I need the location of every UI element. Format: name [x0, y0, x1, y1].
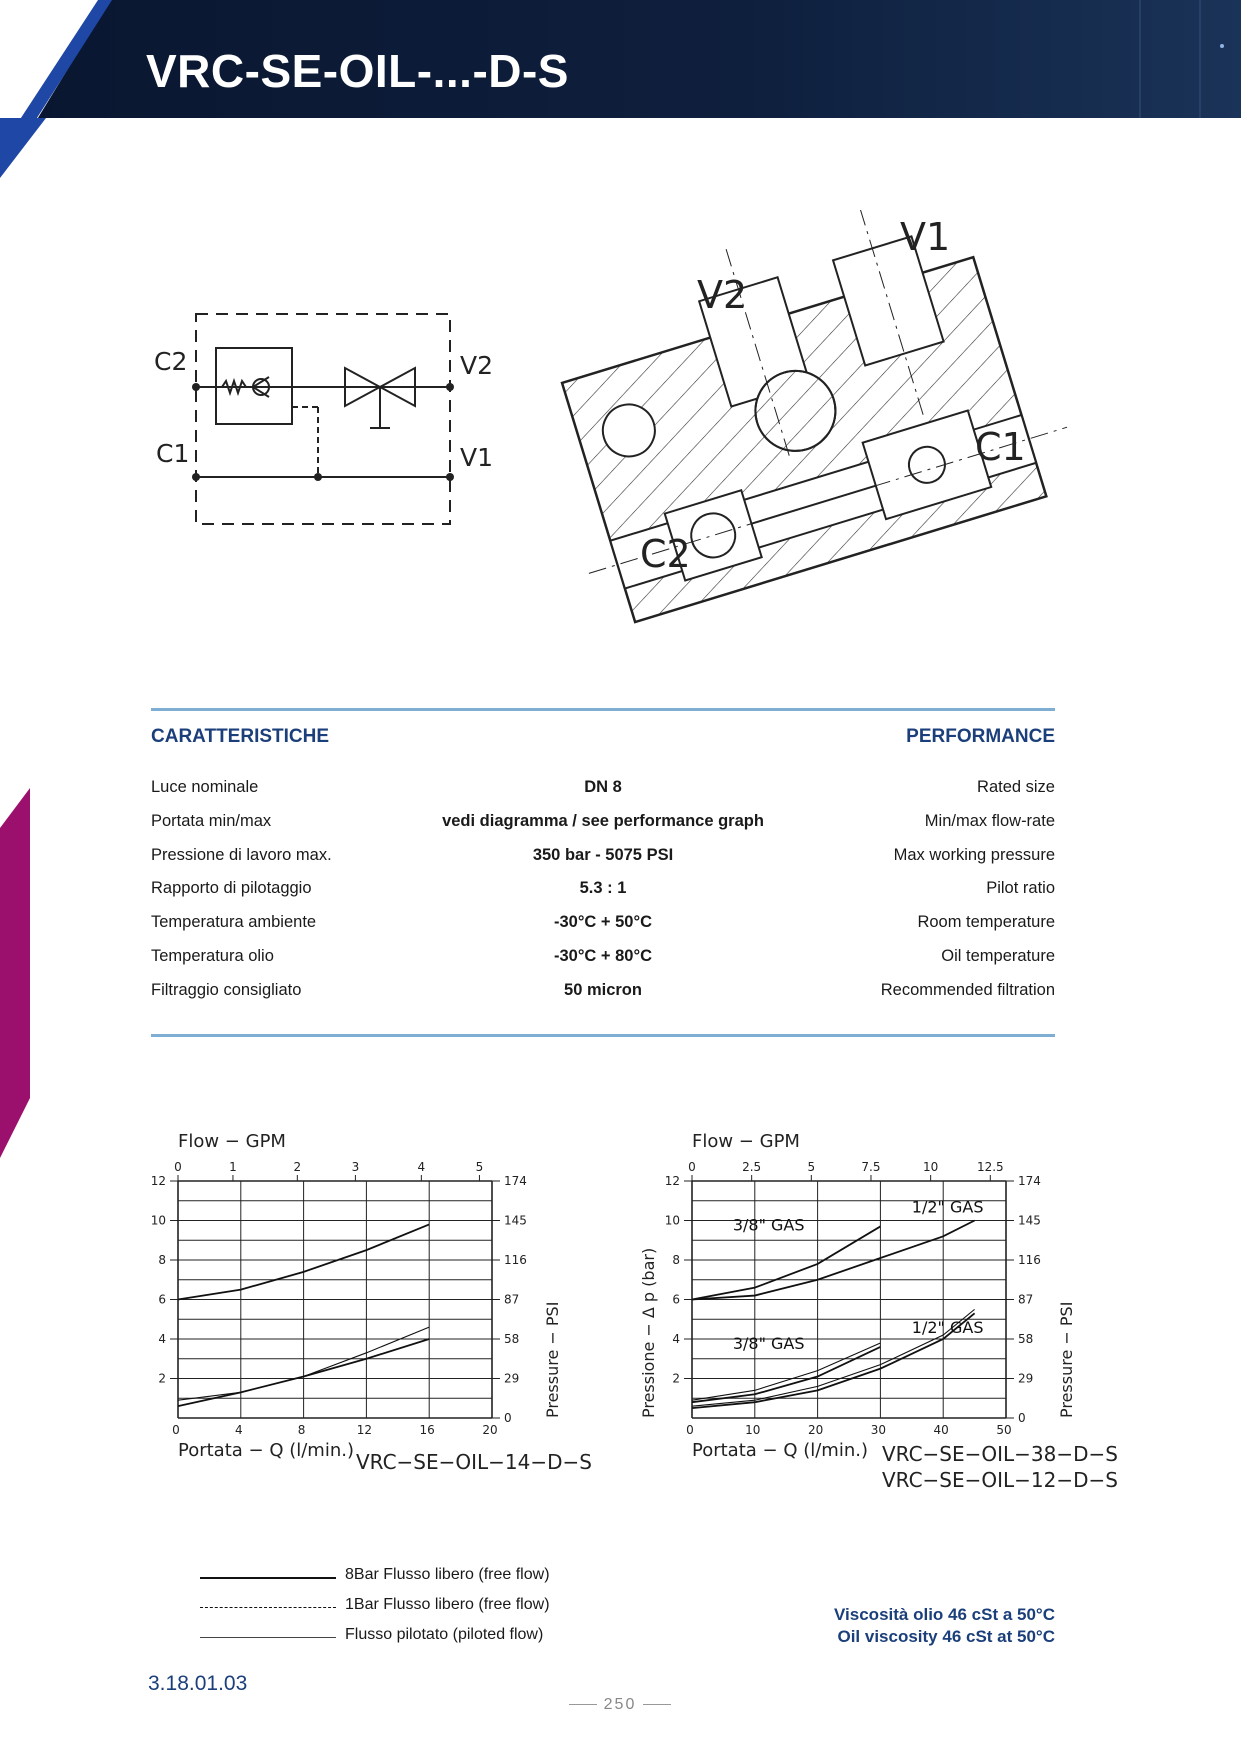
- x-tick-label: 12: [356, 1423, 373, 1437]
- y-tick-label: 4: [158, 1332, 166, 1346]
- x-tick-label: 4: [234, 1423, 243, 1437]
- y-tick-label: 2: [672, 1371, 680, 1386]
- right-tick-label: 0: [504, 1411, 512, 1425]
- spec-label-en: Rated size: [977, 778, 1055, 796]
- hydraulic-schematic: [140, 290, 500, 540]
- legend-label: 1Bar Flusso libero (free flow): [345, 1596, 550, 1613]
- spec-row: [151, 812, 1055, 842]
- section-label-v2: V2: [697, 273, 748, 317]
- x-tick-label: 16: [419, 1423, 435, 1437]
- curve-annotation: 3/8" GAS: [732, 1215, 805, 1235]
- model-name: VRC−SE−OIL−14−D−S: [356, 1450, 592, 1474]
- x-tick-label: 20: [482, 1423, 498, 1437]
- spec-label-en: Room temperature: [917, 913, 1055, 932]
- legend-label: Flusso pilotato (piloted flow): [345, 1626, 544, 1643]
- section-title-it: CARATTERISTICHE: [151, 726, 330, 747]
- right-tick-label: 58: [504, 1332, 520, 1346]
- x-tick-label: 30: [870, 1423, 887, 1437]
- x-tick-label: 50: [996, 1423, 1012, 1437]
- x-tick-label: 20: [807, 1423, 824, 1437]
- right-tick-label: 87: [504, 1292, 520, 1307]
- x-tick-label: 40: [933, 1423, 949, 1437]
- spec-label-it: Portata min/max: [151, 811, 272, 830]
- y-tick-label: 6: [158, 1292, 166, 1307]
- right-tick-label: 29: [1018, 1371, 1034, 1386]
- page-title: VRC-SE-OIL-...-D-S: [146, 45, 569, 97]
- top-tick-label: 4: [417, 1160, 426, 1174]
- right-tick-label: 174: [504, 1174, 527, 1188]
- viscosity-it: Viscosità olio 46 cSt a 50°C: [834, 1605, 1055, 1624]
- top-tick-label: 10: [922, 1160, 939, 1174]
- page-number: [560, 1696, 680, 1714]
- top-tick-label: 3: [351, 1160, 360, 1174]
- x-axis-title: Portata − Q (l/min.): [178, 1440, 354, 1461]
- top-tick-label: 5: [807, 1160, 816, 1174]
- x-tick-label: 0: [172, 1423, 180, 1437]
- spec-label-it: Luce nominale: [151, 778, 259, 796]
- right-axis-title: Pressure − PSI: [543, 1301, 562, 1418]
- spec-label-en: Pilot ratio: [986, 879, 1055, 898]
- viscosity-en: Oil viscosity 46 cSt at 50°C: [837, 1627, 1055, 1646]
- top-tick-label: 0: [688, 1160, 696, 1174]
- top-axis-title: Flow − GPM: [692, 1131, 800, 1152]
- legend-line-swatch: [200, 1607, 336, 1608]
- y-tick-label: 2: [158, 1371, 166, 1386]
- right-tick-label: 145: [504, 1213, 527, 1228]
- spec-label-it: Temperatura ambiente: [151, 913, 317, 932]
- y-tick-label: 8: [158, 1253, 166, 1267]
- curve-annotation: 1/2" GAS: [911, 1197, 984, 1217]
- legend-line-swatch: [200, 1637, 336, 1638]
- spec-label-it: Rapporto di pilotaggio: [151, 879, 312, 898]
- valve-section-drawing: [560, 210, 1080, 630]
- right-tick-label: 174: [1018, 1174, 1041, 1188]
- header-corner-accent: [0, 118, 60, 188]
- section-label-c1: C1: [975, 425, 1026, 469]
- x-tick-label: 0: [686, 1423, 694, 1437]
- spec-value: vedi diagramma / see performance graph: [442, 811, 764, 830]
- y-tick-label: 6: [672, 1292, 680, 1307]
- y-tick-label: 10: [150, 1213, 166, 1228]
- spec-row: [151, 981, 1055, 1011]
- left-axis-title: Pressione − Δ p (bar): [639, 1247, 658, 1418]
- curve-annotation: 3/8" GAS: [732, 1333, 805, 1353]
- spec-value: 5.3 : 1: [579, 879, 627, 898]
- spec-row: [151, 778, 1055, 808]
- top-tick-label: 12.5: [976, 1160, 1004, 1174]
- chart-flow-14: [140, 1110, 620, 1490]
- x-axis-title: Portata − Q (l/min.): [692, 1440, 868, 1461]
- top-tick-label: 2.5: [742, 1160, 762, 1174]
- right-tick-label: 145: [1018, 1213, 1041, 1228]
- section-title-en: PERFORMANCE: [906, 726, 1055, 747]
- spec-row: [151, 879, 1055, 909]
- y-tick-label: 12: [150, 1174, 166, 1188]
- spec-row: [151, 846, 1055, 876]
- y-tick-label: 4: [672, 1332, 680, 1346]
- x-tick-label: 10: [745, 1423, 761, 1437]
- right-tick-label: 0: [1018, 1411, 1026, 1425]
- top-tick-label: 5: [475, 1160, 484, 1174]
- spec-value: 350 bar - 5075 PSI: [532, 845, 674, 864]
- bottom-divider: [151, 1034, 1055, 1037]
- x-tick-label: 8: [297, 1423, 306, 1437]
- top-tick-label: 2: [293, 1160, 302, 1174]
- port-label-c2: C2: [154, 347, 188, 376]
- spec-label-it: Temperatura olio: [151, 947, 274, 965]
- y-tick-label: 12: [664, 1174, 680, 1188]
- right-tick-label: 116: [1018, 1253, 1041, 1267]
- chart-grid: [178, 1181, 492, 1418]
- spec-label-en: Recommended filtration: [880, 980, 1055, 999]
- spec-label-it: Filtraggio consigliato: [151, 980, 302, 999]
- page-number-text: 250: [603, 1696, 637, 1713]
- spec-row: [151, 947, 1055, 977]
- port-label-c1: C1: [156, 439, 190, 468]
- section-label-c2: C2: [640, 532, 691, 576]
- right-tick-label: 116: [504, 1253, 527, 1267]
- model-name: VRC−SE−OIL−38−D−S: [882, 1442, 1118, 1466]
- spec-value: -30°C + 80°C: [553, 947, 653, 965]
- viscosity-note: [834, 1604, 1055, 1648]
- catalog-code: 3.18.01.03: [148, 1672, 248, 1695]
- y-tick-label: 8: [672, 1253, 680, 1267]
- spec-label-en: Max working pressure: [893, 845, 1055, 864]
- top-tick-label: 0: [174, 1160, 182, 1174]
- spec-row: [151, 913, 1055, 943]
- top-axis-title: Flow − GPM: [178, 1131, 286, 1152]
- right-axis-title: Pressure − PSI: [1057, 1301, 1076, 1418]
- chart-flow-38-12: [630, 1110, 1120, 1510]
- top-tick-label: 1: [229, 1160, 237, 1174]
- y-tick-label: 10: [664, 1213, 680, 1228]
- spec-value: 50 micron: [564, 980, 642, 999]
- right-tick-label: 87: [1018, 1292, 1034, 1307]
- curve-annotation: 1/2" GAS: [911, 1318, 984, 1338]
- model-name: VRC−SE−OIL−12−D−S: [882, 1468, 1118, 1492]
- spec-label-en: Min/max flow-rate: [924, 811, 1055, 830]
- side-color-stripe: [0, 788, 30, 1158]
- spec-label-en: Oil temperature: [941, 947, 1055, 965]
- port-label-v1: V1: [460, 443, 494, 472]
- legend-line-swatch: [200, 1577, 336, 1579]
- right-tick-label: 58: [1018, 1332, 1034, 1346]
- spec-label-it: Pressione di lavoro max.: [151, 845, 332, 864]
- legend-label: 8Bar Flusso libero (free flow): [345, 1566, 550, 1583]
- section-label-v1: V1: [900, 215, 951, 259]
- top-divider: [151, 708, 1055, 711]
- port-label-v2: V2: [460, 351, 494, 380]
- right-tick-label: 29: [504, 1371, 520, 1386]
- top-tick-label: 7.5: [861, 1160, 881, 1174]
- spec-value: -30°C + 50°C: [553, 913, 653, 932]
- spec-value: DN 8: [584, 778, 622, 796]
